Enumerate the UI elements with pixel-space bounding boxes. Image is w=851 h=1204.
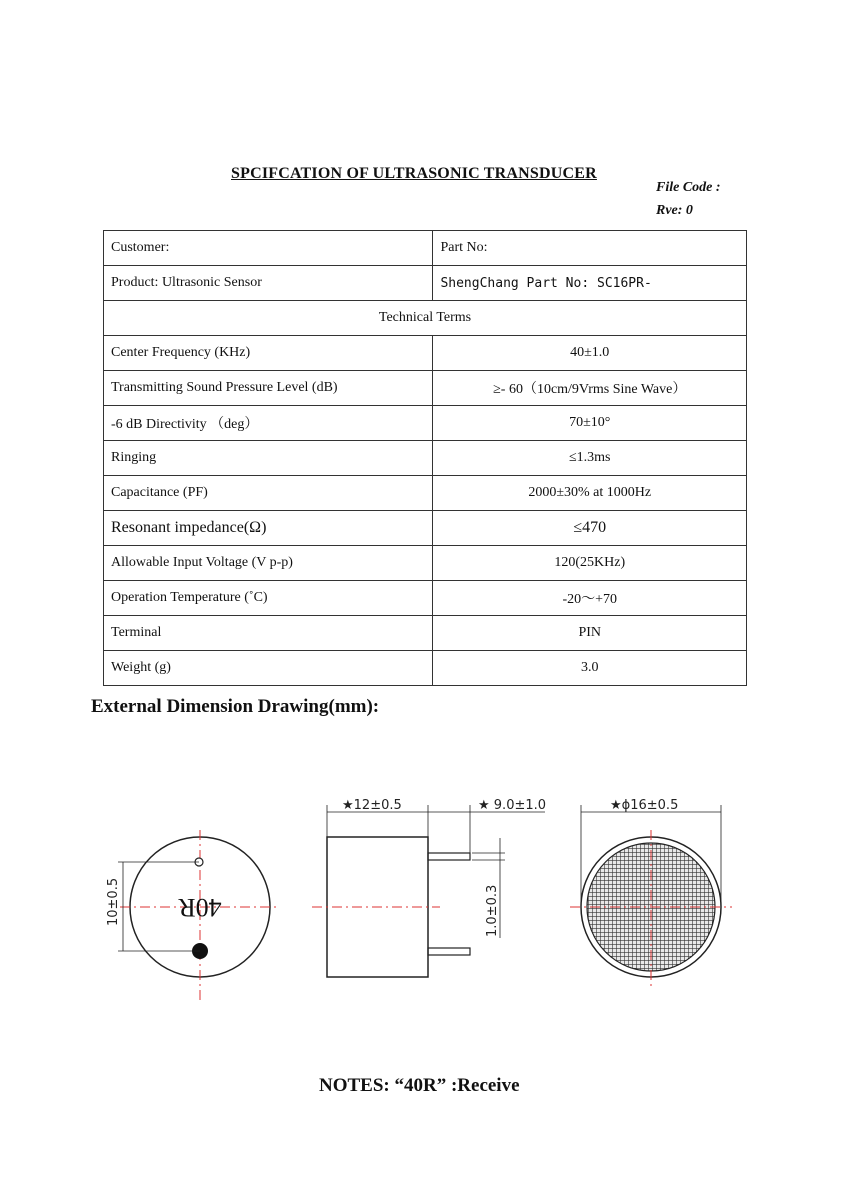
- spec-value: -20～+70: [433, 581, 747, 616]
- front-view: [106, 830, 280, 1000]
- spec-label: Resonant impedance(Ω): [104, 511, 433, 546]
- spec-value: 120(25KHz): [433, 546, 747, 581]
- document-title: SPCIFCATION OF ULTRASONIC TRANSDUCER: [231, 165, 597, 182]
- spec-label: -6 dB Directivity （deg）: [104, 406, 433, 441]
- technical-terms-header: Technical Terms: [104, 301, 747, 336]
- width-dim: ★12±0.5: [342, 798, 402, 813]
- shengchang-part-cell: ShengChang Part No: SC16PR-: [433, 266, 747, 301]
- pin-pitch-dim: 10±0.5: [106, 877, 121, 926]
- spec-label: Terminal: [104, 616, 433, 651]
- spec-value: ≥- 60（10cm/9Vrms Sine Wave）: [433, 371, 747, 406]
- spec-label: Allowable Input Voltage (V p-p): [104, 546, 433, 581]
- spec-value: ≤1.3ms: [433, 441, 747, 476]
- pin-length-dim: ★ 9.0±1.0: [478, 798, 547, 813]
- notes: NOTES: “40R” :Receive: [319, 1075, 520, 1096]
- top-view: [570, 798, 732, 990]
- spec-value: ≤470: [433, 511, 747, 546]
- spec-label: Operation Temperature (˚C): [104, 581, 433, 616]
- revision-label: Rve: 0: [656, 203, 693, 218]
- spec-label: Capacitance (PF): [104, 476, 433, 511]
- side-view: [312, 798, 546, 977]
- spec-label: Weight (g): [104, 651, 433, 686]
- spec-value: 70±10°: [433, 406, 747, 441]
- drawing-section-title: External Dimension Drawing(mm):: [91, 696, 380, 717]
- spec-value: 2000±30% at 1000Hz: [433, 476, 747, 511]
- diameter-dim: ★ϕ16±0.5: [610, 798, 679, 813]
- spec-value: 3.0: [433, 651, 747, 686]
- marking-label: 40R: [178, 893, 222, 922]
- spec-label: Transmitting Sound Pressure Level (dB): [104, 371, 433, 406]
- spec-label: Ringing: [104, 441, 433, 476]
- spec-value: PIN: [433, 616, 747, 651]
- customer-cell: Customer:: [104, 231, 433, 266]
- pin-diameter-dim: 1.0±0.3: [485, 884, 500, 937]
- spec-label: Center Frequency (KHz): [104, 336, 433, 371]
- part-no-cell: Part No:: [433, 231, 747, 266]
- spec-value: 40±1.0: [433, 336, 747, 371]
- file-code-label: File Code :: [656, 180, 721, 195]
- product-cell: Product: Ultrasonic Sensor: [104, 266, 433, 301]
